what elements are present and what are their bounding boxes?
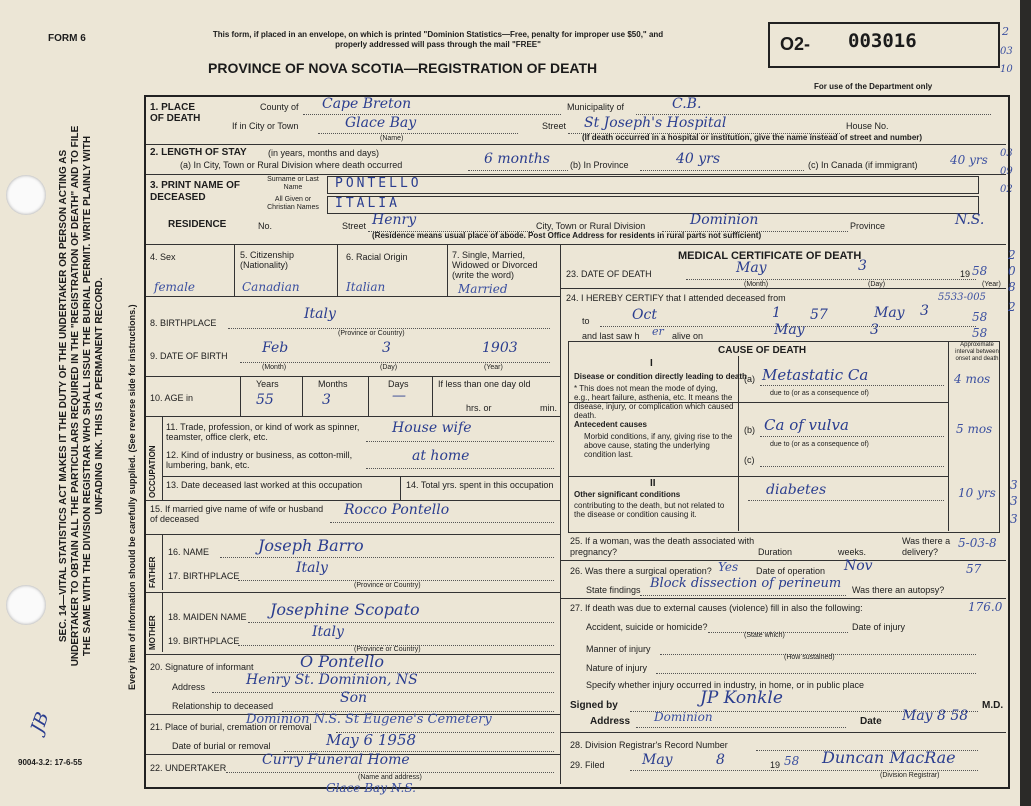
other-conditions-value: diabetes (766, 482, 827, 498)
racial-origin-label: 6. Racial Origin (346, 252, 408, 262)
under-day-label: If less than one day old (438, 379, 531, 389)
right-margin-code: 3 (1010, 512, 1018, 526)
citizenship-label: 5. Citizenship (Nationality) (240, 250, 295, 270)
stay-canada-value: 40 yrs (950, 153, 988, 167)
filed-month: May (642, 752, 673, 768)
month-caption: (Month) (262, 364, 287, 371)
name-caption: (Name) (380, 135, 404, 142)
manner-label: Manner of injury (586, 644, 651, 654)
informant-signature-label: 20. Signature of informant (150, 662, 254, 672)
filed-label: 29. Filed (570, 760, 605, 770)
physician-address-label: Address (590, 716, 631, 727)
form-label: FORM 6 (48, 33, 86, 44)
hrs-label: hrs. or (466, 403, 492, 413)
racial-origin-value: Italian (346, 280, 386, 294)
margin-code: 10 (1000, 64, 1013, 75)
department-use-note: For use of the Department only (814, 82, 933, 91)
certify-side-code: 5533-005 (938, 292, 986, 303)
certify-label: 24. I HEREBY CERTIFY that I attended deceased from (566, 293, 786, 303)
last-month: May (774, 322, 805, 338)
mother-maiden-value: Josephine Scopato (270, 600, 420, 619)
age-days-label: Days (388, 379, 409, 389)
death-year-prefix: 19 (960, 269, 971, 279)
last-saw-her: er (652, 325, 664, 338)
mother-birthplace-value: Italy (312, 624, 344, 640)
length-of-stay-label: 2. LENGTH OF STAY (150, 147, 247, 158)
weeks-label: weeks. (838, 547, 867, 557)
spouse-value: Rocco Pontello (344, 502, 450, 518)
burial-date-value: May 6 1958 (326, 731, 417, 749)
death-day: 3 (858, 258, 867, 274)
citizenship-value: Canadian (242, 280, 300, 294)
reg-number: 003016 (848, 30, 917, 52)
cause-c-label: (c) (744, 455, 755, 465)
to-day: 3 (920, 303, 929, 319)
punch-hole (6, 585, 46, 625)
accident-label: Accident, suicide or homicide? (586, 622, 708, 632)
father-side-label: FATHER (148, 556, 157, 588)
name-address-caption: (Name and address) (358, 774, 422, 781)
father-province-caption: (Province or Country) (354, 582, 421, 589)
findings-label: State findings (586, 585, 641, 595)
surname-box (327, 176, 979, 194)
other-conditions-interval: 10 yrs (958, 486, 996, 500)
delivery-code: 5-03-8 (958, 536, 997, 550)
father-name-value: Joseph Barro (258, 536, 364, 555)
place-of-death-label: 1. PLACE OF DEATH (150, 102, 201, 124)
filed-day: 8 (716, 752, 725, 768)
trade-value: House wife (392, 420, 472, 436)
age-months-label: Months (318, 379, 348, 389)
father-birthplace-label: 17. BIRTHPLACE (168, 571, 240, 581)
how-sustained-caption: (How sustained) (784, 654, 835, 661)
dob-label: 9. DATE OF BIRTH (150, 351, 228, 361)
residence-city-label: City, Town or Rural Division (536, 221, 646, 231)
residence-province-label: Province (850, 221, 886, 231)
other-conditions-label: Other significant conditions (574, 490, 681, 499)
to-year: 58 (972, 310, 988, 324)
date-of-operation-value: Nov (844, 558, 873, 574)
residence-no-label: No. (258, 221, 273, 231)
day-caption: (Day) (380, 364, 398, 371)
mail-notice: This form, if placed in an envelope, on which is printed "Dominion Statistics—Free, penalty for improper use $50," and properly addressed will pass through the mail "FREE" (212, 30, 664, 49)
margin-code: 2 (1002, 25, 1009, 38)
date-of-injury-label: Date of injury (852, 622, 906, 632)
stay-city-label: (a) In City, Town or Rural Division where death occurred (180, 160, 403, 170)
form-code: 9004-3.2: 17-6-55 (18, 758, 83, 767)
form-title: PROVINCE OF NOVA SCOTIA—REGISTRATION OF DEATH (208, 60, 598, 76)
death-month: May (736, 260, 767, 276)
consequence-label-1: due to (or as a consequence of) (770, 390, 869, 397)
age-months-value: 3 (322, 392, 331, 408)
physician-date-label: Date (860, 716, 882, 727)
state-which-caption: (State which) (744, 632, 785, 639)
delivery-label: Was there a delivery? (902, 536, 951, 557)
residence-city-value: Dominion (690, 212, 759, 228)
cause-a-interval: 4 mos (954, 372, 991, 386)
street-value: St Joseph's Hospital (584, 115, 727, 131)
from-month: Oct (632, 307, 657, 323)
specify-label: Specify whether injury occurred in industry, in home, or in public place (586, 680, 864, 690)
reg-prefix: O2- (780, 34, 811, 54)
age-days-value: — (392, 388, 406, 404)
antecedent-label: Antecedent causes (574, 420, 647, 429)
cause-b-interval: 5 mos (956, 422, 993, 436)
undertaker-value: Curry Funeral Home (262, 752, 410, 768)
surname-label: Surname or Last Name (267, 176, 319, 191)
stay-canada-label: (c) In Canada (if immigrant) (808, 160, 918, 170)
medical-certificate-title: MEDICAL CERTIFICATE OF DEATH (678, 250, 862, 262)
mother-maiden-label: 18. MAIDEN NAME (168, 612, 247, 622)
statute-text: SEC. 14—VITAL STATISTICS ACT MAKES IT THE DUTY OF THE UNDERTAKER OR PERSON ACTING AS UNDERTAKER TO OBTAIN ALL THE PARTICULARS REQUIRED IN THE "REGISTRATION OF DEATH" AND TO FILE THE SAME WITH THE DIVISION REGISTRAR WHO SHALL ISSUE THE BURIAL PERMIT. WRITE PLAINLY WITH UNFADING INK. THIS IS A PERMANENT RECORD. (58, 125, 105, 667)
county-label: County of (260, 102, 299, 112)
signed-by-label: Signed by (570, 700, 618, 711)
spouse-label: 15. If married give name of wife or husband of deceased (150, 504, 324, 524)
registrar-caption: (Division Registrar) (880, 772, 940, 779)
given-label: All Given or Christian Names (267, 196, 319, 211)
sex-label: 4. Sex (150, 252, 176, 262)
street-label: Street (542, 121, 567, 131)
burial-date-label: Date of burial or removal (172, 741, 271, 751)
informant-address: Henry St. Dominion, NS (246, 672, 418, 688)
surgical-value: Yes (718, 560, 739, 574)
cause-title: CAUSE OF DEATH (718, 345, 807, 356)
margin-code: 03 (1000, 148, 1013, 159)
informant-signature: O Pontello (300, 652, 385, 671)
min-label: min. (540, 403, 558, 413)
direct-cause-note: * This does not mean the mode of dying, e.g., heart failure, asthenia, etc. It means the disease, injury, or complication which caused death. (574, 384, 734, 420)
trade-label: 11. Trade, profession, or kind of work as spinner, teamster, office clerk, etc. (166, 422, 360, 442)
death-year-caption: (Year) (982, 281, 1001, 288)
death-month-caption: (Month) (744, 281, 769, 288)
alive-on-label: alive on (672, 331, 704, 341)
part-two-label: II (650, 478, 656, 489)
duration-label: Duration (758, 547, 793, 557)
physician-date-value: May 8 58 (902, 708, 969, 724)
last-day: 3 (870, 322, 879, 338)
residence-street-value: Henry (372, 212, 417, 228)
birthplace-label: 8. BIRTHPLACE (150, 318, 217, 328)
father-name-label: 16. NAME (168, 547, 210, 557)
last-year: 58 (972, 326, 988, 340)
right-margin-code: 3 (1010, 478, 1018, 492)
autopsy-label: Was there an autopsy? (852, 585, 945, 595)
industry-label: 12. Kind of industry or business, as cotton-mill, lumbering, bank, etc. (166, 450, 353, 470)
antecedent-note: Morbid conditions, if any, giving rise to the above cause, stating the underlying condition last. (584, 432, 733, 459)
relationship-value: Son (340, 690, 368, 706)
cause-a-label: (a) (744, 374, 755, 384)
total-years-label: 14. Total yrs. spent in this occupation (406, 480, 554, 490)
margin-code: 09 (1000, 166, 1013, 177)
right-margin-code: 2 (1008, 300, 1016, 314)
registrar-number-label: 28. Division Registrar's Record Number (570, 740, 728, 750)
informant-address-label: Address (172, 682, 206, 692)
province-caption: (Province or Country) (338, 330, 405, 337)
father-birthplace-value: Italy (296, 560, 328, 576)
residence-label: RESIDENCE (168, 219, 227, 230)
given-value: ITALIA (335, 196, 400, 211)
burial-place-label: 21. Place of burial, cremation or removal (150, 722, 312, 732)
residence-street-label: Street (342, 221, 367, 231)
nature-label: Nature of injury (586, 663, 648, 673)
external-causes-label: 27. If death was due to external causes (violence) fill in also the following: (570, 603, 863, 613)
undertaker-label: 22. UNDERTAKER (150, 763, 227, 773)
margin-code: 03 (1000, 46, 1013, 57)
from-day: 1 (772, 305, 781, 321)
margin-code: 02 (1000, 184, 1013, 195)
marital-value: Married (458, 282, 508, 296)
from-year: 57 (810, 307, 828, 323)
right-margin-code: 0 (1008, 264, 1016, 278)
death-year: 58 (972, 264, 988, 278)
city-label: If in City or Town (232, 121, 299, 131)
date-of-operation-year: 57 (966, 562, 982, 576)
length-caption: (in years, months and days) (268, 148, 380, 158)
filed-year-prefix: 19 (770, 760, 781, 770)
marital-label: 7. Single, Married, Widowed or Divorced (write the word) (452, 250, 538, 280)
date-of-operation-label: Date of operation (756, 566, 826, 576)
house-label: House No. (846, 121, 889, 131)
interval-caption: Approximate interval between onset and death (955, 342, 999, 362)
last-worked-label: 13. Date deceased last worked at this occupation (166, 480, 363, 490)
age-years-value: 55 (256, 392, 274, 408)
industry-value: at home (412, 448, 470, 464)
mother-province-caption: (Province or Country) (354, 646, 421, 653)
cause-a-value: Metastatic Ca (762, 366, 869, 384)
filed-year: 58 (784, 754, 800, 768)
dob-year: 1903 (482, 340, 518, 356)
burial-place-value: Dominion N.S. St Eugene's Cemetery (246, 712, 492, 727)
division-registrar-signature: Duncan MacRae (822, 748, 956, 767)
municipality-label: Municipality of (567, 102, 625, 112)
physician-address-value: Dominion (654, 710, 713, 724)
right-margin-code: 3 (1010, 494, 1018, 508)
death-day-caption: (Day) (868, 281, 886, 288)
given-box (327, 196, 979, 214)
age-years-label: Years (256, 379, 279, 389)
city-value: Glace Bay (345, 115, 417, 131)
right-margin-code: 2 (1008, 248, 1016, 262)
municipality-value: C.B. (672, 96, 702, 112)
age-label: 10. AGE in (150, 393, 194, 403)
right-margin-code: 8 (1008, 280, 1016, 294)
dob-month: Feb (262, 340, 289, 356)
occupation-side-label: OCCUPATION (148, 445, 157, 498)
last-saw-label: and last saw h (582, 331, 640, 341)
year-caption: (Year) (484, 364, 503, 371)
undertaker-address: Glace Bay N.S. (326, 781, 416, 795)
registration-number-box (768, 22, 1000, 68)
to-month: May (874, 305, 905, 321)
date-of-death-label: 23. DATE OF DEATH (566, 269, 652, 279)
initials: JB (26, 709, 54, 736)
surgical-label: 26. Was there a surgical operation? (570, 566, 712, 576)
punch-hole (6, 175, 46, 215)
mother-side-label: MOTHER (148, 615, 157, 650)
other-conditions-note: contributing to the death, but not related to the disease or condition causing it. (574, 501, 725, 519)
stay-province-label: (b) In Province (570, 160, 629, 170)
deceased-name-label: 3. PRINT NAME OF DECEASED (150, 180, 241, 203)
sex-value: female (154, 280, 196, 294)
county-value: Cape Breton (322, 96, 412, 112)
pregnancy-label: 25. If a woman, was the death associated with pregnancy? (570, 536, 755, 557)
residence-note: (Residence means usual place of abode. Post Office Address for residents in rural parts not sufficient) (372, 231, 762, 240)
residence-province-value: N.S. (955, 212, 985, 228)
signed-by-value: JP Konkle (700, 688, 783, 708)
surname-value: PONTELLO (335, 176, 422, 191)
md-label: M.D. (982, 700, 1004, 711)
external-code: 176.0 (968, 600, 1003, 614)
stay-city-value: 6 months (484, 151, 550, 167)
relationship-label: Relationship to deceased (172, 701, 274, 711)
stay-province-value: 40 yrs (676, 151, 721, 167)
direct-cause-label: Disease or condition directly leading to death (574, 372, 747, 381)
certify-to-label: to (582, 316, 590, 326)
birthplace-value: Italy (304, 306, 336, 322)
mother-birthplace-label: 19. BIRTHPLACE (168, 636, 240, 646)
consequence-label-2: due to (or as a consequence of) (770, 441, 869, 448)
instructions-text: Every item of information should be carefully supplied. (See reverse side for instructions.) (127, 304, 137, 690)
cause-b-value: Ca of vulva (764, 416, 849, 434)
part-one-label: I (650, 358, 653, 369)
dob-day: 3 (382, 340, 391, 356)
findings-value: Block dissection of perineum (650, 576, 842, 591)
hospital-note: (If death occurred in a hospital or institution, give the name instead of street and number) (582, 133, 923, 142)
cause-b-label: (b) (744, 425, 755, 435)
